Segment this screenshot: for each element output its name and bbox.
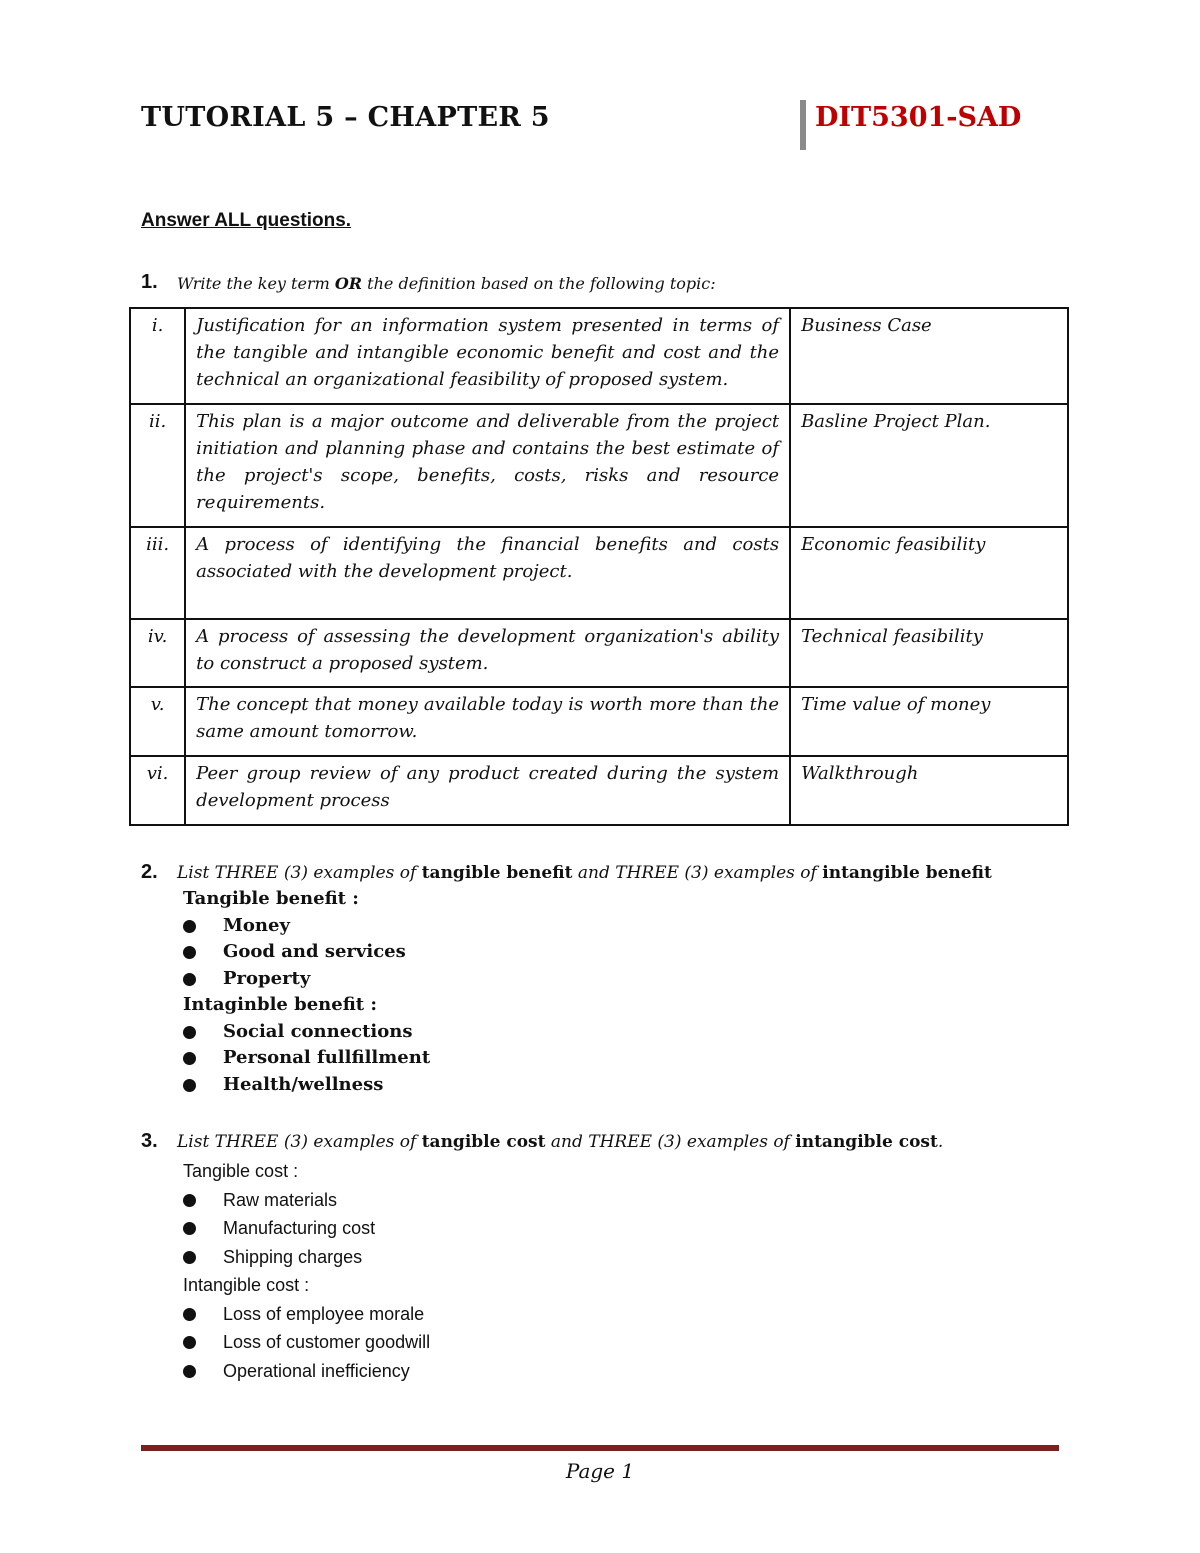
list-item [183, 1243, 430, 1272]
key-term-cell: Basline Project Plan. [790, 404, 1068, 527]
course-code: DIT5301-SAD [815, 102, 1022, 133]
table-row [130, 404, 1068, 527]
bullet-icon [183, 1052, 196, 1065]
list-item [183, 913, 430, 940]
bullet-icon [183, 1336, 196, 1349]
question-text: List THREE (3) examples of tangible benefit and THREE (3) examples of intangible benefit [177, 863, 992, 883]
definition-cell: A process of assessing the development organization's ability to construct a proposed system. [185, 619, 790, 687]
list-item-text: Property [223, 967, 311, 989]
list-item [183, 939, 430, 966]
list-item-text: Personal fullfillment [223, 1047, 431, 1068]
tangible-benefit-label: Tangible benefit : [183, 888, 359, 909]
table-row [130, 619, 1068, 687]
list-item [183, 1300, 430, 1329]
list-item [183, 966, 430, 993]
list-item-text: Shipping charges [223, 1246, 363, 1267]
list-item-text: Raw materials [223, 1189, 338, 1210]
question-text: Write the key term OR the definition based on the following topic: [177, 274, 716, 293]
list-item-text: Money [223, 914, 290, 936]
table-row [130, 687, 1068, 756]
question-number: 1. [141, 271, 158, 293]
list-item-text: Health/wellness [223, 1073, 384, 1095]
definition-cell: Peer group review of any product created during the system development process [185, 756, 790, 825]
footer-rule [141, 1445, 1059, 1451]
bullet-icon [183, 1251, 196, 1264]
question-text: List THREE (3) examples of tangible cost and THREE (3) examples of intangible cost. [177, 1132, 944, 1152]
bullet-icon [183, 1365, 196, 1378]
list-item [183, 1045, 430, 1072]
list-item-text: Loss of customer goodwill [223, 1332, 431, 1352]
list-item-text: Manufacturing cost [223, 1218, 376, 1238]
bullet-icon [183, 946, 196, 959]
bullet-icon [183, 1194, 196, 1207]
bullet-icon [183, 1308, 196, 1321]
tangible-cost-label: Tangible cost : [183, 1161, 299, 1181]
key-term-cell: Time value of money [790, 687, 1068, 756]
question-number: 3. [141, 1130, 158, 1152]
row-number: vi. [130, 756, 185, 825]
list-item [183, 1214, 430, 1243]
cost-list [183, 1157, 430, 1385]
definition-cell: This plan is a major outcome and deliverable from the project initiation and planning phase and contains the best estimate of the project's scope, benefits, costs, risks and resource requirements. [185, 404, 790, 527]
list-item [183, 1328, 430, 1357]
document-title: TUTORIAL 5 – CHAPTER 5 [141, 102, 550, 133]
definition-cell: The concept that money available today is worth more than the same amount tomorrow. [185, 687, 790, 756]
row-number: iv. [130, 619, 185, 687]
bullet-icon [183, 1026, 196, 1039]
key-term-cell: Technical feasibility [790, 619, 1068, 687]
key-term-cell: Business Case [790, 308, 1068, 404]
bullet-icon [183, 1079, 196, 1092]
list-item [183, 1186, 430, 1215]
row-number: i. [130, 308, 185, 404]
list-item [183, 1072, 430, 1099]
benefit-list [183, 886, 430, 1098]
table-row [130, 527, 1068, 619]
intangible-cost-label: Intangible cost : [183, 1275, 310, 1295]
row-number: v. [130, 687, 185, 756]
key-term-cell: Economic feasibility [790, 527, 1068, 619]
row-number: iii. [130, 527, 185, 619]
header-divider [800, 100, 806, 150]
definition-cell: A process of identifying the financial benefits and costs associated with the development project. [185, 527, 790, 619]
list-item [183, 1019, 430, 1046]
row-number: ii. [130, 404, 185, 527]
list-item-text: Social connections [223, 1020, 413, 1042]
list-item [183, 1357, 430, 1386]
bullet-icon [183, 973, 196, 986]
list-item-text: Loss of employee morale [223, 1303, 425, 1324]
instruction-heading: Answer ALL questions. [141, 210, 352, 231]
table-row [130, 308, 1068, 404]
question-number: 2. [141, 861, 158, 883]
definitions-table [129, 307, 1069, 826]
page-number: Page 1 [565, 1459, 635, 1483]
key-term-cell: Walkthrough [790, 756, 1068, 825]
intangible-benefit-label: Intaginble benefit : [183, 994, 378, 1015]
bullet-icon [183, 1222, 196, 1235]
list-item-text: Operational inefficiency [223, 1360, 410, 1381]
table-row [130, 756, 1068, 825]
bullet-icon [183, 920, 196, 933]
definition-cell: Justification for an information system presented in terms of the tangible and intangible economic benefit and cost and the technical an organizational feasibility of proposed system. [185, 308, 790, 404]
list-item-text: Good and services [223, 941, 406, 962]
